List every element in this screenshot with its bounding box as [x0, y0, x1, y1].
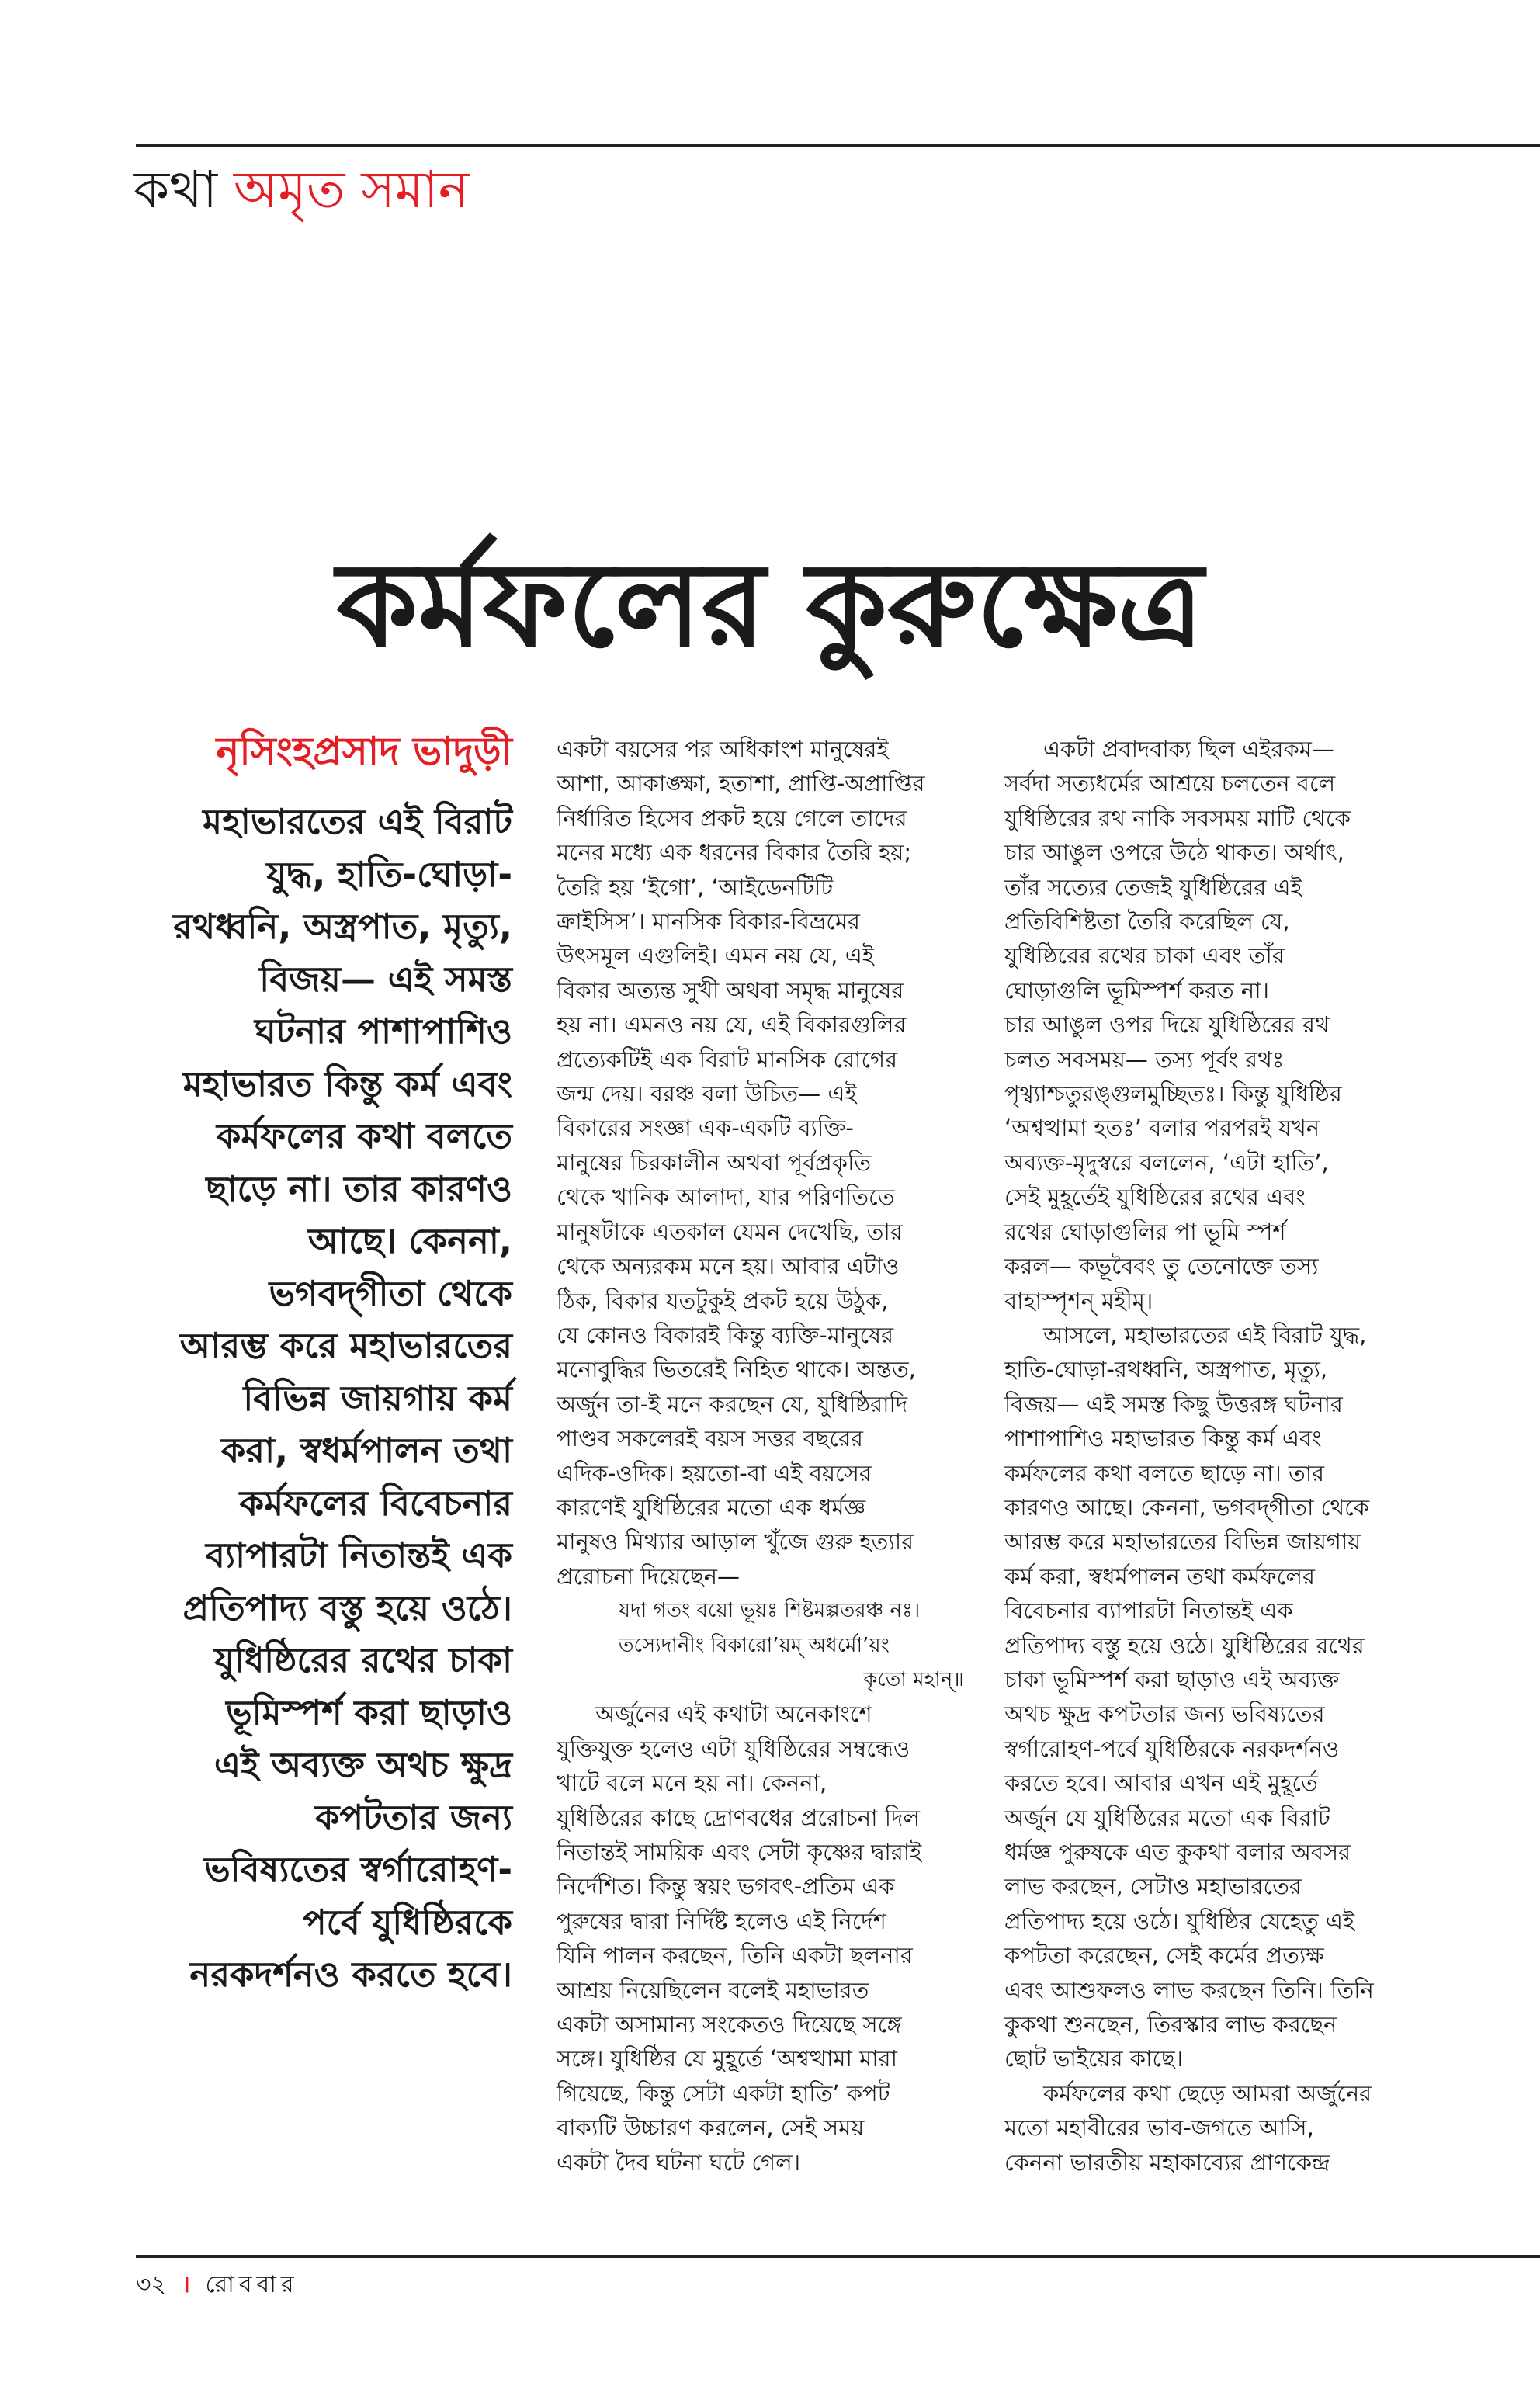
article-title: কর্মফলের কুরুক্ষেত্র [336, 538, 1204, 673]
lead-line: বিভিন্ন জায়গায় কর্ম [243, 1377, 512, 1419]
body-text-line: আশা, আকাঙ্ক্ষা, হতাশা, প্রাপ্তি-অপ্রাপ্তির [557, 770, 925, 797]
body-text-line: যুধিষ্ঠিরের রথ নাকি সবসময় মাটি থেকে [1004, 804, 1351, 831]
body-column-right [1004, 732, 1416, 2180]
body-text-line: ধর্মজ্ঞ পুরুষকে এত কুকথা বলার অবসর [1004, 1839, 1351, 1865]
lead-line: প্রতিপাদ্য বস্তু হয়ে ওঠে। [182, 1587, 512, 1628]
body-text-line: পাশাপাশিও মহাভারত কিন্তু কর্ম এবং [1004, 1425, 1322, 1452]
body-text-line: একটা প্রবাদবাক্য ছিল এইরকম— [1043, 736, 1334, 762]
lead-line: আছে। কেননা, [307, 1220, 512, 1261]
body-text-line: অব্যক্ত-মৃদুস্বরে বললেন, ‘এটা হাতি’, [1004, 1149, 1329, 1176]
body-text-line: করতে হবে। আবার এখন এই মুহূর্তে [1004, 1770, 1318, 1797]
body-text-line: জন্ম দেয়। বরঞ্চ বলা উচিত— এই [557, 1080, 857, 1108]
body-text-line: তাঁর সত্যের তেজই যুধিষ্ঠিরের এই [1004, 873, 1302, 900]
body-text-line: কারণেই যুধিষ্ঠিরের মতো এক ধর্মজ্ঞ [557, 1493, 866, 1521]
body-text-line: চার আঙুল ওপর দিয়ে যুধিষ্ঠিরের রথ [1004, 1011, 1330, 1039]
body-text-line: যিনি পালন করছেন, তিনি একটা ছলনার [557, 1942, 913, 1969]
section-header-word2: অমৃত সমান [234, 160, 470, 220]
body-text-line: অথচ ক্ষুদ্র কপটতার জন্য ভবিষ্যতের [1004, 1701, 1325, 1728]
body-text-line: করল— কভূবৈবং তু তেনোক্তে তস্য [1004, 1253, 1319, 1280]
body-text-line: কর্মফলের কথা ছেড়ে আমরা অর্জুনের [1043, 2079, 1372, 2107]
lead-line: কর্মফলের কথা বলতে [216, 1115, 512, 1157]
lead-line: ভবিষ্যতের স্বর্গারোহণ- [204, 1849, 512, 1890]
body-text-line: সেই মুহূর্তেই যুধিষ্ঠিরের রথের এবং [1004, 1184, 1306, 1211]
body-text-line: বিবেচনার ব্যাপারটা নিতান্তই এক [1004, 1597, 1293, 1625]
body-text-line: চলত সবসময়— তস্য পূর্বং রথঃ [1004, 1046, 1285, 1073]
body-text-line: মনোবুদ্ধির ভিতরেই নিহিত থাকে। অন্তত, [557, 1356, 916, 1383]
footer-separator: । [181, 2271, 190, 2298]
body-text-line: মানুষের চিরকালীন অথবা পূর্বপ্রকৃতি [557, 1149, 872, 1176]
body-text-line: মানুষও মিথ্যার আড়াল খুঁজে গুরু হত্যার [557, 1528, 914, 1555]
lead-line: ব্যাপারটা নিতান্তই এক [205, 1535, 512, 1576]
page-number: ৩২ [136, 2271, 167, 2298]
body-text-line: যুধিষ্ঠিরের রথের চাকা এবং তাঁর [1004, 942, 1285, 969]
body-text-line: কর্মফলের কথা বলতে ছাড়ে না। তার [1004, 1459, 1325, 1486]
body-text-line: যুধিষ্ঠিরের কাছে দ্রোণবধের প্ররোচনা দিল [557, 1804, 920, 1831]
body-text-line: আরম্ভ করে মহাভারতের বিভিন্ন জায়গায় [1004, 1528, 1361, 1555]
lead-line: মহাভারতের এই বিরাট [203, 801, 512, 842]
body-text-line: থেকে খানিক আলাদা, যার পরিণতিতে [557, 1184, 895, 1211]
body-text-line: পাণ্ডব সকলেরই বয়স সত্তর বছরের [557, 1425, 863, 1452]
body-column-middle [557, 732, 964, 2180]
body-text-line: অর্জুন যে যুধিষ্ঠিরের মতো এক বিরাট [1004, 1804, 1330, 1831]
magazine-name: রোববার [205, 2271, 299, 2298]
body-text-line: একটা দৈব ঘটনা ঘটে গেল। [557, 2148, 801, 2176]
body-text-line: মানুষটাকে এতকাল যেমন দেখেছি, তার [557, 1218, 903, 1245]
lead-line: যুধিষ্ঠিরের রথের চাকা [214, 1639, 512, 1680]
lead-line: ছাড়ে না। তার কারণও [206, 1167, 512, 1209]
body-text-line: নির্দেশিত। কিন্তু স্বয়ং ভগবৎ-প্রতিম এক [557, 1873, 895, 1900]
section-header-word1: কথা [134, 160, 218, 220]
body-text-line: ‘অশ্বত্থামা হতঃ’ বলার পরপরই যখন [1004, 1115, 1320, 1142]
body-text-line: প্ররোচনা দিয়েছেন— [557, 1562, 741, 1590]
body-text-line: সর্বদা সত্যধর্মের আশ্রয়ে চলতেন বলে [1004, 770, 1336, 797]
lead-line: কপটতার জন্য [315, 1796, 512, 1838]
body-text-line: হয় না। এমনও নয় যে, এই বিকারগুলির [557, 1011, 907, 1039]
body-text-line: যে কোনও বিকারই কিন্তু ব্যক্তি-মানুষের [557, 1321, 894, 1348]
body-text-line: অর্জুন তা-ই মনে করছেন যে, যুধিষ্ঠিরাদি [557, 1390, 908, 1417]
body-text-line: বিকার অত্যন্ত সুখী অথবা সমৃদ্ধ মানুষের [557, 976, 904, 1004]
body-text-line: বাক্যটি উচ্চারণ করলেন, সেই সময় [557, 2114, 865, 2142]
body-text-line: ঠিক, বিকার যতটুকুই প্রকট হয়ে উঠুক, [557, 1287, 889, 1314]
body-text-line: অর্জুনের এই কথাটা অনেকাংশে [595, 1701, 872, 1728]
body-text-line: কর্ম করা, স্বধর্মপালন তথা কর্মফলের [1004, 1562, 1315, 1590]
body-text-line: একটা বয়সের পর অধিকাংশ মানুষেরই [557, 736, 889, 762]
verse-line: যদা গতং বয়ো ভূয়ঃ শিষ্টমল্পতরঞ্চ নঃ। [619, 1599, 921, 1623]
lead-line: পর্বে যুধিষ্ঠিরকে [303, 1901, 512, 1943]
body-text-line: খাটে বলে মনে হয় না। কেননা, [557, 1770, 827, 1797]
body-text-line: বিকারের সংজ্ঞা এক-একটি ব্যক্তি- [557, 1115, 854, 1142]
lead-line: নরকদর্শনও করতে হবে। [189, 1954, 512, 1995]
author-name: নৃসিংহপ্রসাদ ভাদুড়ী [216, 729, 512, 774]
body-text-line: মনের মধ্যে এক ধরনের বিকার তৈরি হয়; [557, 839, 912, 866]
body-text-line: নির্ধারিত হিসেব প্রকট হয়ে গেলে তাদের [557, 804, 907, 831]
body-text-line: চার আঙুল ওপরে উঠে থাকত। অর্থাৎ, [1004, 839, 1344, 866]
bottom-rule [136, 2255, 1540, 2258]
body-text-line: নিতান্তই সাময়িক এবং সেটা কৃষ্ণের দ্বারাই [557, 1839, 922, 1865]
lead-line: মহাভারত কিন্তু কর্ম এবং [182, 1063, 512, 1105]
body-text-line: মতো মহাবীরের ভাব-জগতে আসি, [1004, 2114, 1314, 2142]
body-text-line: থেকে অন্যরকম মনে হয়। আবার এটাও [557, 1253, 900, 1280]
body-text-line: ছোট ভাইয়ের কাছে। [1004, 2045, 1184, 2072]
body-text-line: বিজয়— এই সমস্ত কিছু উত্তরঙ্গ ঘটনার [1004, 1390, 1343, 1417]
body-text-line: একটা অসামান্য সংকেতও দিয়েছে সঙ্গে [557, 2011, 902, 2038]
body-text-line: প্রতিপাদ্য হয়ে ওঠে। যুধিষ্ঠির যেহেতু এই [1004, 1907, 1355, 1934]
body-text-line: ক্রাইসিস’। মানসিক বিকার-বিভ্রমের [557, 908, 860, 935]
body-text-line: গিয়েছে, কিন্তু সেটা একটা হাতি’ কপট [557, 2079, 890, 2107]
lead-line: যুদ্ধ, হাতি-ঘোড়া- [266, 853, 512, 895]
body-text-line: হাতি-ঘোড়া-রথধ্বনি, অস্ত্রপাত, মৃত্যু, [1004, 1356, 1328, 1383]
section-header [134, 155, 469, 225]
body-text-line: স্বর্গারোহণ-পর্বে যুধিষ্ঠিরকে নরকদর্শনও [1004, 1735, 1340, 1762]
body-text-line: এবং আশুফলও লাভ করছেন তিনি। তিনি [1004, 1976, 1374, 2003]
verse-line: কৃতো মহান্॥ [863, 1667, 964, 1691]
body-text-line: কারণও আছে। কেননা, ভগবদ্‌গীতা থেকে [1004, 1493, 1370, 1521]
body-text-line: আসলে, মহাভারতের এই বিরাট যুদ্ধ, [1043, 1321, 1367, 1348]
body-text-line: পৃথ্ব্যাশ্চতুরঙ্গুলমুচ্ছিতঃ। কিন্তু যুধিষ্ঠির [1004, 1080, 1342, 1108]
body-text-line: লাভ করছেন, সেটাও মহাভারতের [1004, 1873, 1302, 1900]
lead-line: ভগবদ্‌গীতা থেকে [269, 1272, 512, 1314]
lead-line: কর্মফলের বিবেচনার [239, 1482, 512, 1524]
body-text-line: উৎসমূল এগুলিই। এমন নয় যে, এই [557, 942, 874, 969]
body-text-line: চাকা ভূমিস্পর্শ করা ছাড়াও এই অব্যক্ত [1004, 1666, 1340, 1693]
body-text-line: এদিক-ওদিক। হয়তো-বা এই বয়সের [557, 1459, 872, 1486]
body-text-line: ঘোড়াগুলি ভূমিস্পর্শ করত না। [1004, 976, 1269, 1004]
body-text-line: আশ্রয় নিয়েছিলেন বলেই মহাভারত [557, 1976, 869, 2003]
lead-line: ঘটনার পাশাপাশিও [254, 1011, 512, 1052]
body-text-line: বাহাস্পৃশন্ মহীম্। [1004, 1287, 1153, 1314]
page-footer [136, 2268, 298, 2302]
lead-line: ভূমিস্পর্শ করা ছাড়াও [226, 1691, 512, 1733]
body-text-line: পুরুষের দ্বারা নির্দিষ্ট হলেও এই নির্দেশ [557, 1907, 886, 1934]
lead-line: এই অব্যক্ত অথচ ক্ষুদ্র [213, 1744, 512, 1785]
body-text-line: তৈরি হয় ‘ইগো’, ‘আইডেনটিটি [557, 873, 834, 900]
body-text-line: কুকথা শুনছেন, তিরস্কার লাভ করছেন [1004, 2011, 1337, 2038]
body-text-line: কেননা ভারতীয় মহাকাব্যের প্রাণকেন্দ্র [1004, 2148, 1330, 2176]
lead-line: রথধ্বনি, অস্ত্রপাত, মৃত্যু, [173, 906, 512, 947]
body-text-line: কপটতা করেছেন, সেই কর্মের প্রত্যক্ষ [1004, 1942, 1324, 1969]
body-text-line: প্রত্যেকটিই এক বিরাট মানসিক রোগের [557, 1046, 898, 1073]
body-text-line: প্রতিবিশিষ্টতা তৈরি করেছিল যে, [1004, 908, 1290, 935]
verse-line: তস্যেদানীং বিকারো’য়ম্ অধর্মো’য়ং [619, 1633, 890, 1657]
body-text-line: রথের ঘোড়াগুলির পা ভূমি স্পর্শ [1004, 1218, 1286, 1245]
lead-line: বিজয়— এই সমস্ত [259, 958, 512, 1000]
body-text-line: সঙ্গে। যুধিষ্ঠির যে মুহূর্তে ‘অশ্বত্থামা মারা [557, 2045, 898, 2072]
lead-paragraph [116, 796, 512, 2001]
lead-line: আরম্ভ করে মহাভারতের [179, 1325, 512, 1366]
lead-line: করা, স্বধর্মপালন তথা [220, 1430, 512, 1471]
body-text-line: যুক্তিযুক্ত হলেও এটা যুধিষ্ঠিরের সম্বন্ধেও [557, 1735, 910, 1762]
body-text-line: প্রতিপাদ্য বস্তু হয়ে ওঠে। যুধিষ্ঠিরের রথের [1004, 1632, 1365, 1659]
top-rule [136, 144, 1540, 147]
